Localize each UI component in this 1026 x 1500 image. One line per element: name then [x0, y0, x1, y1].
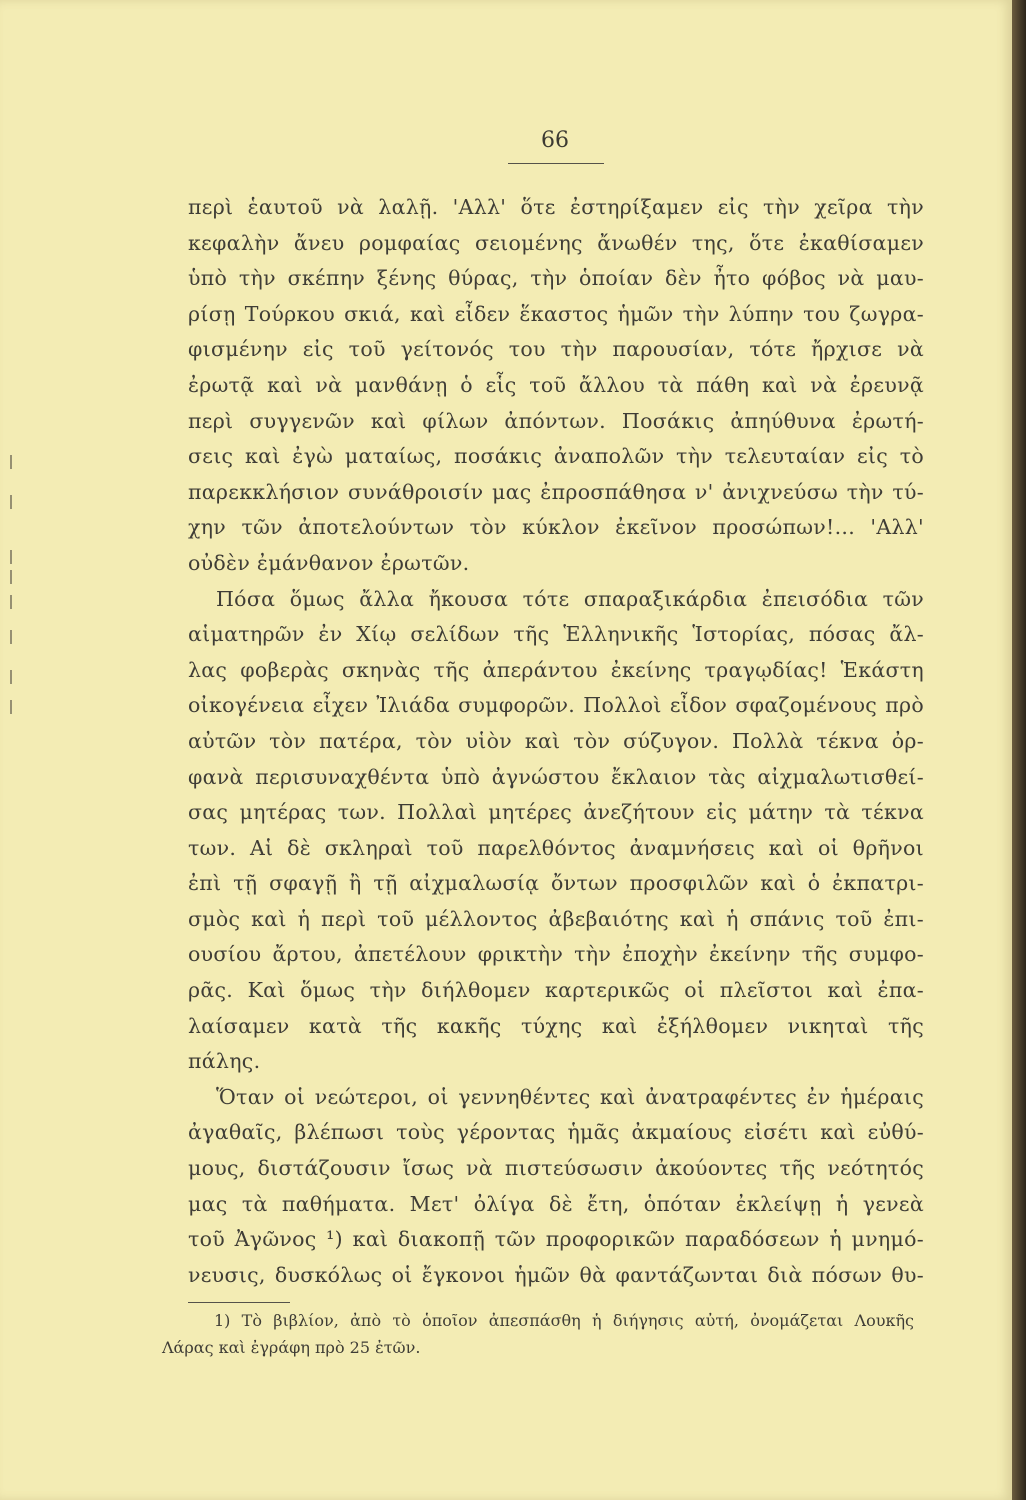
text-line: μους, διστάζουσιν ἴσως νὰ πιστεύσωσιν ἀκούοντες τῆς νεότητός	[188, 1156, 924, 1181]
text-line: περὶ συγγενῶν καὶ φίλων ἀπόντων. Ποσάκις ἀπηύθυνα ἐρωτή-	[188, 408, 924, 433]
text-line: τοῦ Ἀγῶνος ¹) καὶ διακοπῇ τῶν προφορικῶν παραδόσεων ἡ μνημό-	[188, 1227, 924, 1252]
text-line: ουσίου ἄρτου, ἀπετέλουν φρικτὴν τὴν ἐποχὴν ἐκείνην τῆς συμφο-	[188, 942, 924, 967]
text-line: Πόσα ὅμως ἄλλα ἤκουσα τότε σπαραξικάρδια ἐπεισόδια τῶν	[216, 586, 924, 611]
margin-marks	[8, 455, 22, 715]
text-line: λας φοβερὰς σκηνὰς τῆς ἀπεράντου ἐκείνης τραγῳδίας! Ἑκάστη	[188, 657, 924, 682]
text-line: σμὸς καὶ ἡ περὶ τοῦ μέλλοντος ἀβεβαιότης καὶ ἡ σπάνις τοῦ ἐπι-	[188, 906, 924, 931]
footnote-rule	[188, 1302, 290, 1303]
text-line: φανὰ περισυναχθέντα ὑπὸ ἀγνώστου ἔκλαιον τὰς αἰχμαλωτισθεί-	[188, 764, 924, 789]
book-edge	[1012, 0, 1026, 1500]
footnote	[162, 1307, 914, 1361]
text-line: ὑπὸ τὴν σκέπην ξένης θύρας, τὴν ὁποίαν δὲν ἦτο φόβος νὰ μαυ-	[188, 266, 924, 291]
text-line: παρεκκλήσιον συνάθροισίν μας ἐπροσπάθησα ν' ἀνιχνεύσω τὴν τύ-	[188, 479, 924, 504]
text-line: αὐτῶν τὸν πατέρα, τὸν υἱὸν καὶ τὸν σύζυγον. Πολλὰ τέκνα ὀρ-	[188, 728, 924, 753]
text-line: κεφαλὴν ἄνευ ρομφαίας σειομένης ἄνωθέν της, ὅτε ἐκαθίσαμεν	[188, 230, 924, 255]
text-line: νευσις, δυσκόλως οἱ ἔγκονοι ἡμῶν θὰ φαντάζωνται διὰ πόσων θυ-	[188, 1262, 924, 1287]
text-line: ἐπὶ τῇ σφαγῇ ἢ τῇ αἰχμαλωσίᾳ ὄντων προσφιλῶν καὶ ὁ ἐκπατρι-	[188, 871, 924, 896]
text-line: ρᾶς. Καὶ ὅμως τὴν διήλθομεν καρτερικῶς οἱ πλεῖστοι καὶ ἐπα-	[188, 978, 924, 1003]
page-number: 66	[541, 128, 569, 153]
text-line: πάλης.	[188, 1049, 261, 1074]
text-line: αἱματηρῶν ἐν Χίῳ σελίδων τῆς Ἑλληνικῆς Ἱστορίας, πόσας ἄλ-	[188, 622, 924, 647]
text-line: ἀγαθαῖς, βλέπωσι τοὺς γέροντας ἡμᾶς ἀκμαίους εἰσέτι καὶ εὐθύ-	[188, 1120, 924, 1145]
text-line: μας τὰ παθήματα. Μετ' ὀλίγα δὲ ἔτη, ὁπόταν ἐκλείψῃ ἡ γενεὰ	[188, 1191, 924, 1216]
text-line: σεις καὶ ἐγὼ ματαίως, ποσάκις ἀναπολῶν τὴν τελευταίαν εἰς τὸ	[188, 444, 924, 469]
text-line: σας μητέρας των. Πολλαὶ μητέρες ἀνεζήτουν εἰς μάτην τὰ τέκνα	[188, 800, 924, 825]
text-line: ρίσῃ Τούρκου σκιά, καὶ εἶδεν ἕκαστος ἡμῶν τὴν λύπην του ζωγρα-	[188, 301, 924, 326]
text-line: φισμένην εἰς τοῦ γείτονός του τὴν παρουσίαν, τότε ἤρχισε νὰ	[188, 337, 924, 362]
footnote-line: 1) Τὸ βιβλίον, ἀπὸ τὸ ὁποῖον ἀπεσπάσθη ἡ διήγησις αὐτή, ὀνομάζεται Λουκῆς	[214, 1311, 914, 1330]
text-line: χην τῶν ἀποτελούντων τὸν κύκλον ἐκεῖνον προσώπων!... 'Αλλ'	[188, 515, 924, 540]
text-line: λαίσαμεν κατὰ τῆς κακῆς τύχης καὶ ἐξήλθομεν νικηταὶ τῆς	[188, 1013, 924, 1038]
text-line: οὐδὲν ἐμάνθανον ἐρωτῶν.	[188, 550, 470, 575]
page-number-rule	[508, 163, 604, 164]
text-line: περὶ ἑαυτοῦ νὰ λαλῇ. 'Αλλ' ὅτε ἐστηρίξαμεν εἰς τὴν χεῖρα τὴν	[188, 195, 924, 219]
text-line: Ὅταν οἱ νεώτεροι, οἱ γεννηθέντες καὶ ἀνατραφέντες ἐν ἡμέραις	[216, 1084, 924, 1109]
footnote-line: Λάρας καὶ ἐγράφη πρὸ 25 ἐτῶν.	[162, 1338, 421, 1357]
text-line: ἐρωτᾷ καὶ νὰ μανθάνῃ ὁ εἷς τοῦ ἄλλου τὰ πάθη καὶ νὰ ἐρευνᾷ	[188, 372, 924, 397]
body-text	[188, 190, 924, 1293]
text-line: των. Αἱ δὲ σκληραὶ τοῦ παρελθόντος ἀναμνήσεις καὶ οἱ θρῆνοι	[188, 835, 924, 860]
text-line: οἰκογένεια εἶχεν Ἰλιάδα συμφορῶν. Πολλοὶ εἶδον σφαζομένους πρὸ	[188, 693, 924, 718]
